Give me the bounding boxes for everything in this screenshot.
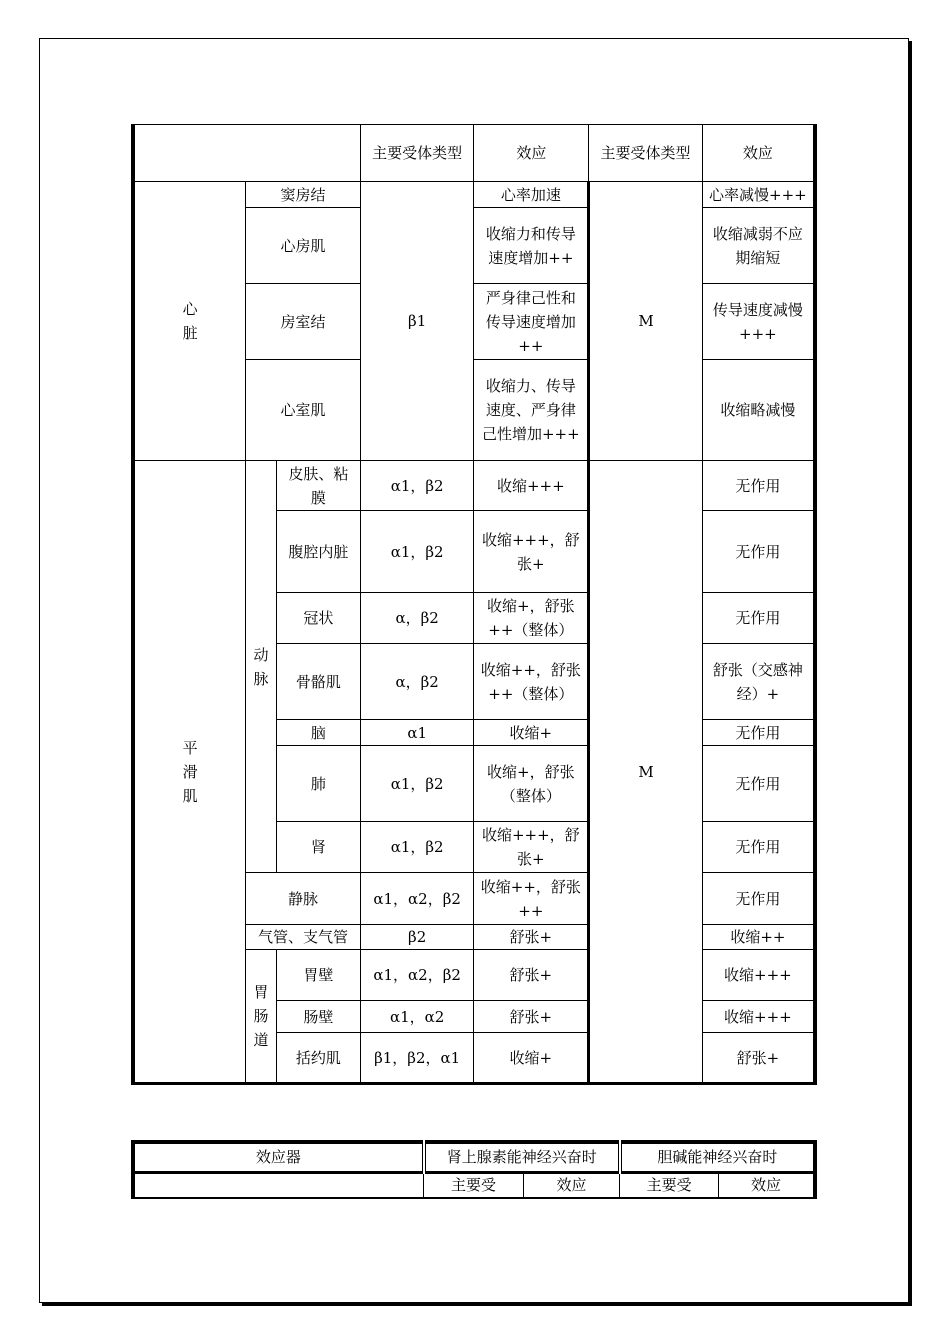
row-name: 脑 — [276, 720, 360, 746]
adr-receptor-subheader: 主要受 — [424, 1172, 524, 1198]
smooth-chol-receptor: M — [589, 461, 703, 1084]
subheader-row — [133, 1172, 815, 1198]
adr-receptor: α1 — [360, 720, 474, 746]
adr-effect: 舒张+ — [474, 950, 589, 1001]
chol-effect: 无作用 — [702, 720, 815, 746]
chol-effect: 收缩+++ — [702, 950, 815, 1001]
chol-effect: 舒张（交感神经）+ — [702, 644, 815, 720]
row-name: 冠状 — [276, 593, 360, 644]
artery-group-label: 动 脉 — [246, 461, 277, 873]
row-name: 胃壁 — [276, 950, 360, 1001]
adr-effect: 收缩力、传导速度、严身律己性增加+++ — [474, 360, 589, 461]
chol-effect: 无作用 — [702, 822, 815, 873]
chol-effect: 心率减慢+++ — [702, 182, 815, 208]
chol-effect: 收缩+++ — [702, 1001, 815, 1033]
header-chol-receptor: 主要受体类型 — [589, 125, 703, 182]
adr-effect: 收缩+++，舒张+ — [474, 822, 589, 873]
chol-effect: 无作用 — [702, 873, 815, 925]
chol-effect: 收缩略减慢 — [702, 360, 815, 461]
row-name: 气管、支气管 — [246, 925, 361, 950]
adr-effect: 心率加速 — [474, 182, 589, 208]
adr-receptor: α，β2 — [360, 644, 474, 720]
effector-header-table — [131, 1140, 817, 1199]
row-name: 肾 — [276, 822, 360, 873]
adr-effect: 收缩+，舒张++（整体） — [474, 593, 589, 644]
row-name: 骨骼肌 — [276, 644, 360, 720]
header-adr-receptor: 主要受体类型 — [360, 125, 474, 182]
chol-effect: 收缩减弱不应期缩短 — [702, 208, 815, 284]
adr-receptor: β1，β2，α1 — [360, 1033, 474, 1084]
adrenergic-header: 肾上腺素能神经兴奋时 — [424, 1142, 620, 1172]
adr-effect: 收缩+ — [474, 1033, 589, 1084]
adr-receptor: α，β2 — [360, 593, 474, 644]
header-adr-effect: 效应 — [474, 125, 589, 182]
gi-tract-group-label: 胃 肠 道 — [246, 950, 277, 1084]
row-name: 括约肌 — [276, 1033, 360, 1084]
row-name: 肠壁 — [276, 1001, 360, 1033]
adr-effect: 收缩++，舒张++ — [474, 873, 589, 925]
adr-receptor: α1，β2 — [360, 746, 474, 822]
adr-receptor: α1，α2，β2 — [360, 873, 474, 925]
row-name: 皮肤、粘膜 — [276, 461, 360, 511]
header-chol-effect: 效应 — [702, 125, 815, 182]
effector-response-table — [131, 124, 817, 1085]
chol-receptor-subheader: 主要受 — [620, 1172, 719, 1198]
chol-effect: 无作用 — [702, 511, 815, 593]
chol-effect: 无作用 — [702, 461, 815, 511]
chol-effect: 收缩++ — [702, 925, 815, 950]
adr-receptor: α1，α2 — [360, 1001, 474, 1033]
adr-effect: 收缩+ — [474, 720, 589, 746]
adr-receptor: α1，β2 — [360, 511, 474, 593]
chol-effect: 无作用 — [702, 593, 815, 644]
heart-chol-receptor: M — [589, 182, 703, 461]
table-row — [133, 461, 815, 511]
row-name: 腹腔内脏 — [276, 511, 360, 593]
row-name: 房室结 — [246, 284, 361, 360]
adr-effect: 舒张+ — [474, 1001, 589, 1033]
header-blank-cell — [133, 125, 360, 182]
adr-effect: 舒张+ — [474, 925, 589, 950]
table-row — [133, 182, 815, 208]
adr-receptor: α1，α2，β2 — [360, 950, 474, 1001]
header-row — [133, 1142, 815, 1172]
smooth-muscle-group-label: 平 滑 肌 — [133, 461, 246, 1084]
heart-group-label: 心 脏 — [133, 182, 246, 461]
heart-adr-receptor: β1 — [360, 182, 474, 461]
adr-effect: 收缩++，舒张++（整体） — [474, 644, 589, 720]
chol-effect-subheader: 效应 — [718, 1172, 815, 1198]
adr-receptor: α1，β2 — [360, 461, 474, 511]
row-name: 心室肌 — [246, 360, 361, 461]
adr-effect: 收缩+++，舒张+ — [474, 511, 589, 593]
row-name: 窦房结 — [246, 182, 361, 208]
effector-header: 效应器 — [133, 1142, 424, 1172]
row-name: 心房肌 — [246, 208, 361, 284]
adr-receptor: β2 — [360, 925, 474, 950]
adr-receptor: α1，β2 — [360, 822, 474, 873]
cholinergic-header: 胆碱能神经兴奋时 — [620, 1142, 815, 1172]
chol-effect: 传导速度减慢+++ — [702, 284, 815, 360]
header-row — [133, 125, 815, 182]
adr-effect: 严身律己性和传导速度增加++ — [474, 284, 589, 360]
row-name: 静脉 — [246, 873, 361, 925]
adr-effect: 收缩力和传导速度增加++ — [474, 208, 589, 284]
adr-effect-subheader: 效应 — [523, 1172, 620, 1198]
adr-effect: 收缩+++ — [474, 461, 589, 511]
subheader-blank-cell — [133, 1172, 424, 1198]
row-name: 肺 — [276, 746, 360, 822]
chol-effect: 舒张+ — [702, 1033, 815, 1084]
adr-effect: 收缩+，舒张（整体） — [474, 746, 589, 822]
chol-effect: 无作用 — [702, 746, 815, 822]
